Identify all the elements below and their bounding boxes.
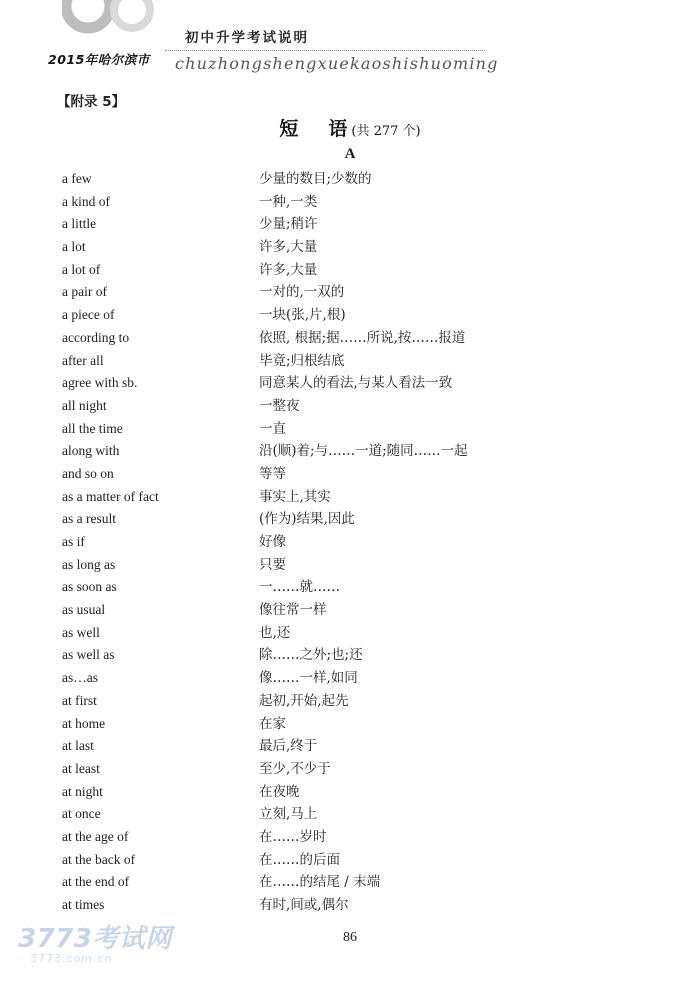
list-item (62, 191, 622, 214)
list-item (62, 463, 622, 486)
phrase-chinese: 在……的后面 (259, 851, 340, 868)
list-item (62, 826, 622, 849)
phrase-chinese: 立刻,马上 (259, 806, 318, 823)
page-title (0, 114, 700, 141)
phrase-english: all the time (62, 420, 123, 436)
phrase-chinese: 等等 (259, 465, 286, 482)
section-letter: A (344, 146, 356, 162)
book-title: 初中升学考试说明 (185, 30, 309, 46)
list-item (62, 599, 622, 622)
list-item (62, 486, 622, 509)
phrase-english: as if (62, 534, 85, 549)
phrase-chinese: 至少,不少于 (259, 760, 331, 777)
phrase-english: as soon as (62, 579, 117, 595)
list-item (62, 236, 622, 259)
watermark-logo: 3773考试网 (18, 924, 172, 954)
phrase-chinese: 一种,一类 (259, 193, 318, 210)
book-title-pinyin: chuzhongshengxuekaoshishuoming (175, 54, 499, 73)
list-item (62, 531, 622, 554)
list-item (62, 508, 622, 531)
year-city-label: 2015年哈尔滨市 (48, 52, 150, 67)
phrase-chinese: 在……岁时 (259, 828, 327, 845)
phrase-english: a lot of (62, 261, 101, 277)
phrase-chinese: 许多,大量 (259, 239, 318, 256)
phrase-chinese: 在夜晚 (259, 783, 300, 800)
phrase-chinese: (作为)结果,因此 (259, 511, 355, 528)
list-item (62, 781, 622, 804)
title-count: (共 277 个) (351, 124, 421, 139)
list-item (62, 690, 622, 713)
phrase-chinese: 起初,开始,起先 (259, 692, 349, 709)
phrase-chinese: 一直 (259, 420, 286, 437)
phrase-english: as long as (62, 556, 116, 572)
phrase-english: as well as (62, 647, 115, 663)
list-item (62, 259, 622, 282)
page-header (0, 0, 700, 90)
list-item (62, 281, 622, 304)
phrase-chinese: 沿(顺)着;与……一道;随同……一起 (259, 443, 468, 460)
phrase-english: a kind of (62, 193, 110, 209)
phrase-chinese: 也,还 (259, 624, 291, 641)
phrase-english: at times (62, 897, 105, 912)
phrase-chinese: 一整夜 (259, 397, 300, 414)
list-item (62, 667, 622, 690)
phrase-chinese: 像……一样,如同 (259, 670, 358, 687)
list-item (62, 418, 622, 441)
title-part2: 语 (328, 118, 348, 140)
phrase-english: at last (62, 738, 94, 754)
phrase-chinese: 毕竟;归根结底 (259, 352, 345, 369)
phrase-english: as…as (62, 670, 98, 686)
phrase-chinese: 许多,大量 (259, 261, 318, 278)
phrase-english: as well (62, 624, 100, 640)
phrase-english: after all (62, 352, 104, 368)
phrase-chinese: 一块(张,片,根) (259, 307, 346, 324)
phrase-english: at night (62, 783, 103, 799)
phrase-english: a lot (62, 239, 86, 255)
list-item (62, 213, 622, 236)
phrase-english: at least (62, 760, 100, 776)
phrase-english: a little (62, 216, 97, 232)
phrase-chinese: 依照, 根据;据……所说,按……报道 (259, 329, 466, 346)
list-item (62, 849, 622, 872)
phrase-chinese: 在……的结尾 / 末端 (259, 874, 381, 891)
phrase-chinese: 事实上,其实 (259, 488, 331, 505)
title-part1: 短 (279, 118, 299, 140)
phrase-english: along with (62, 443, 120, 459)
phrase-english: at the age of (62, 828, 129, 844)
list-item (62, 871, 622, 894)
phrase-chinese: 在家 (259, 715, 286, 732)
list-item (62, 803, 622, 826)
phrase-list (62, 168, 622, 917)
list-item (62, 327, 622, 350)
page-number: 86 (343, 930, 357, 945)
list-item (62, 372, 622, 395)
phrase-english: a piece of (62, 307, 115, 323)
phrase-english: as a result (62, 511, 116, 527)
phrase-chinese: 最后,终于 (259, 738, 318, 755)
phrase-chinese: 一……就…… (259, 579, 340, 596)
phrase-english: as usual (62, 602, 106, 618)
list-item (62, 554, 622, 577)
phrase-chinese: 少量的数目;少数的 (259, 171, 372, 187)
list-item (62, 304, 622, 327)
watermark-url: 3773.com.cn (30, 952, 113, 965)
phrase-chinese: 好像 (259, 534, 286, 550)
list-item (62, 395, 622, 418)
header-divider (165, 50, 485, 51)
phrase-chinese: 除……之外;也;还 (259, 647, 363, 664)
list-item (62, 168, 622, 191)
phrase-chinese: 少量;稍许 (259, 216, 318, 233)
list-item (62, 576, 622, 599)
phrase-english: all night (62, 397, 107, 413)
phrase-english: at first (62, 692, 97, 708)
list-item (62, 713, 622, 736)
phrase-english: at home (62, 715, 106, 731)
phrase-chinese: 有时,间或,偶尔 (259, 897, 349, 913)
phrase-english: as a matter of fact (62, 488, 159, 504)
list-item (62, 440, 622, 463)
phrase-english: agree with sb. (62, 375, 138, 391)
phrase-chinese: 一对的,一双的 (259, 284, 345, 301)
appendix-label: 【附录 5】 (57, 94, 126, 110)
phrase-english: according to (62, 329, 130, 345)
list-item (62, 894, 622, 917)
phrase-english: a few (62, 171, 92, 186)
list-item (62, 350, 622, 373)
list-item (62, 735, 622, 758)
phrase-english: and so on (62, 465, 114, 481)
phrase-chinese: 同意某人的看法,与某人看法一致 (259, 375, 453, 392)
phrase-english: at the back of (62, 851, 136, 867)
phrase-english: at once (62, 806, 101, 822)
list-item (62, 644, 622, 667)
phrase-chinese: 像往常一样 (259, 602, 327, 619)
phrase-english: a pair of (62, 284, 107, 300)
list-item (62, 758, 622, 781)
phrase-chinese: 只要 (259, 556, 286, 573)
list-item (62, 622, 622, 645)
phrase-english: at the end of (62, 874, 130, 890)
